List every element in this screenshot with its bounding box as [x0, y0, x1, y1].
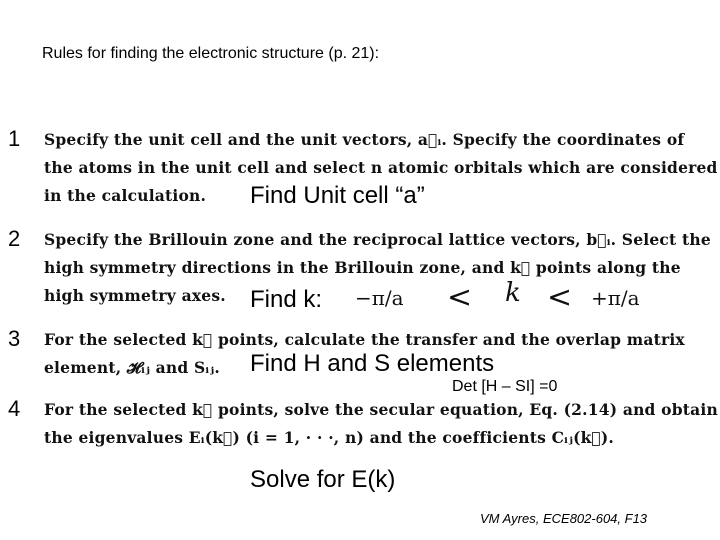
- step-number-3: 3: [8, 326, 21, 351]
- step-number-2: 2: [8, 226, 21, 251]
- step-4-note: Solve for E(k): [250, 466, 396, 493]
- step-2-line-2: high symmetry directions in the Brillouin zone, and k⃗ points along the: [44, 258, 681, 277]
- step-1-line-3: in the calculation.: [44, 186, 207, 205]
- handwritten-right-bound: +π/a: [591, 286, 640, 310]
- handwritten-less-than-2: <: [547, 280, 573, 315]
- step-3-note: Find H and S elements: [250, 350, 495, 377]
- handwritten-k: k: [505, 278, 521, 308]
- step-1-line-1: Specify the unit cell and the unit vectors, a⃗ᵢ. Specify the coordinates of: [44, 130, 685, 149]
- step-1-note: Find Unit cell “a”: [250, 182, 425, 209]
- step-3-subnote: Det [H – SI] =0: [452, 378, 558, 395]
- step-2-note: Find k:: [250, 286, 323, 313]
- handwritten-less-than-1: <: [447, 280, 473, 315]
- step-number-4: 4: [8, 396, 21, 421]
- step-3-line-2: element, 𝓗ᵢⱼ and Sᵢⱼ.: [44, 358, 220, 377]
- handwritten-left-bound: −π/a: [355, 286, 404, 310]
- step-4-line-1: For the selected k⃗ points, solve the secular equation, Eq. (2.14) and obtain: [44, 400, 718, 419]
- step-4-line-2: the eigenvalues Eᵢ(k⃗) (i = 1, · · ·, n) and the coefficients Cᵢⱼ(k⃗).: [44, 428, 615, 447]
- step-2-line-1: Specify the Brillouin zone and the reciprocal lattice vectors, b⃗ᵢ. Select the: [44, 230, 711, 249]
- slide-title: Rules for finding the electronic structure (p. 21):: [42, 45, 380, 62]
- handwritten-inequality: [355, 278, 655, 330]
- step-number-1: 1: [8, 126, 21, 151]
- step-1-line-2: the atoms in the unit cell and select n atomic orbitals which are considered: [44, 158, 718, 177]
- footer-credit: VM Ayres, ECE802-604, F13: [480, 511, 648, 526]
- step-3-line-1: For the selected k⃗ points, calculate the transfer and the overlap matrix: [44, 330, 685, 349]
- step-2-line-3: high symmetry axes.: [44, 286, 226, 305]
